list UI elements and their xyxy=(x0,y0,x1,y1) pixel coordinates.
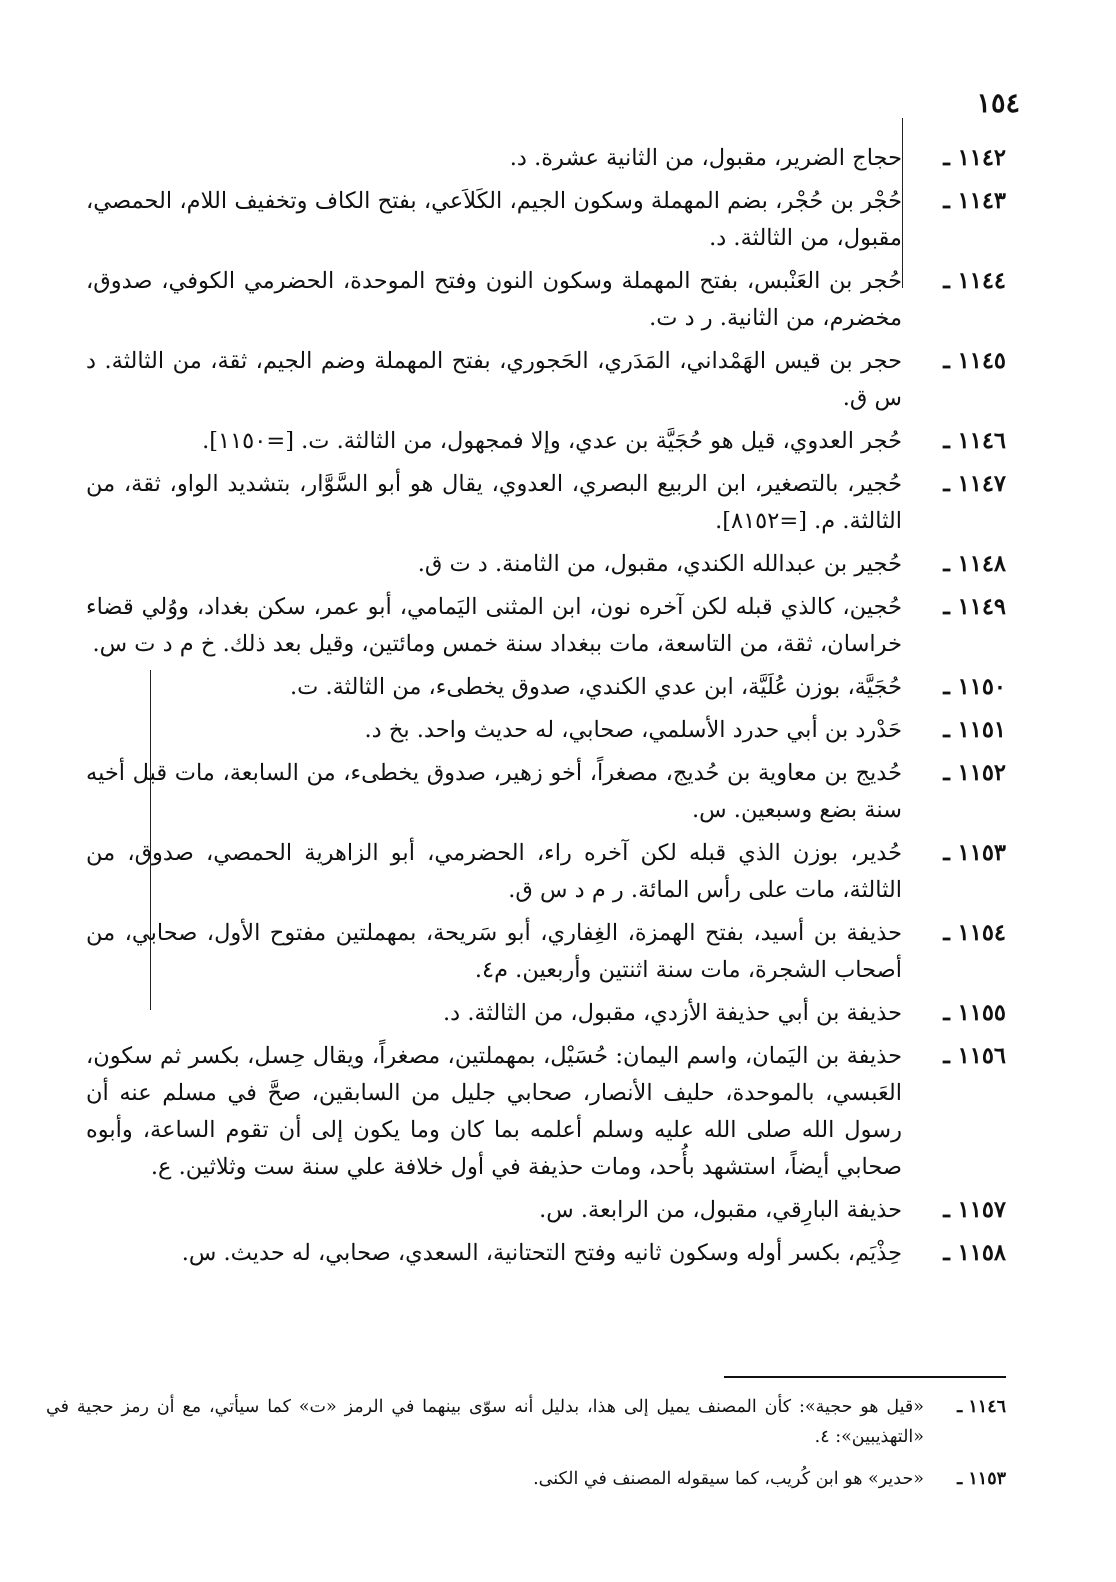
entry-text: حُجر بن العَنْبس، بفتح المهملة وسكون النون وفتح الموحدة، الحضرمي الكوفي، صدوق، مخضرم، من الثانية. ر د ت. xyxy=(86,268,902,331)
entry-number: ١١٥٢ ـ xyxy=(943,760,1006,786)
entry-1155 xyxy=(86,995,1006,1032)
entry-1150 xyxy=(86,669,1006,706)
footnote-text: «حدير» هو ابن كُريب، كما سيقوله المصنف في الكنى. xyxy=(533,1469,924,1489)
entry-number: ١١٤٥ ـ xyxy=(943,348,1006,374)
entry-text: حجاج الضرير، مقبول، من الثانية عشرة. د. xyxy=(509,145,902,171)
entry-number: ١١٥٣ ـ xyxy=(943,840,1006,866)
entry-number: ١١٤٦ ـ xyxy=(943,428,1006,454)
entry-1153 xyxy=(86,835,1006,909)
footnote-1153 xyxy=(46,1464,1006,1494)
entry-number: ١١٤٨ ـ xyxy=(943,551,1006,577)
entry-text: حذيفة بن أسيد، بفتح الهمزة، الغِفاري، أبو سَريحة، بمهملتين مفتوح الأول، صحابي، من أصحاب الشجرة، مات سنة اثنتين وأربعين. م٤. xyxy=(86,920,902,983)
entry-number: ١١٤٢ ـ xyxy=(943,145,1006,171)
entry-1147 xyxy=(86,466,1006,540)
entry-text: حُجير بن عبدالله الكندي، مقبول، من الثامنة. د ت ق. xyxy=(417,551,902,577)
entry-1142 xyxy=(86,140,1006,177)
entry-1146 xyxy=(86,423,1006,460)
entry-text: حُجين، كالذي قبله لكن آخره نون، ابن المثنى اليَمامي، أبو عمر، سكن بغداد، ووُلي قضاء خراسان، ثقة، من التاسعة، مات ببغداد سنة خمس ومائتين، وقيل بعد ذلك. خ م د ت س. xyxy=(86,594,902,657)
entry-text: حَدْرد بن أبي حدرد الأسلمي، صحابي، له حديث واحد. بخ د. xyxy=(364,717,902,743)
footnote-divider xyxy=(724,1376,1006,1378)
entry-number: ١١٥٠ ـ xyxy=(943,674,1006,700)
entry-number: ١١٥٧ ـ xyxy=(943,1197,1006,1223)
entry-number: ١١٥٨ ـ xyxy=(943,1240,1006,1266)
entry-1156 xyxy=(86,1038,1006,1186)
entry-text: حُجَيَّة، بوزن عُلَيَّة، ابن عدي الكندي، صدوق يخطىء، من الثالثة. ت. xyxy=(289,674,902,700)
footnote-1146 xyxy=(46,1392,1006,1452)
entry-1149 xyxy=(86,589,1006,663)
entry-1143 xyxy=(86,183,1006,257)
entry-1152 xyxy=(86,755,1006,829)
entry-1145 xyxy=(86,343,1006,417)
entry-text: حُجير، بالتصغير، ابن الربيع البصري، العدوي، يقال هو أبو السَّوَّار، بتشديد الواو، ثقة، من الثالثة. م. [=٨١٥٢]. xyxy=(86,471,902,534)
entry-1154 xyxy=(86,915,1006,989)
entry-text: حُدير، بوزن الذي قبله لكن آخره راء، الحضرمي، أبو الزاهرية الحمصي، صدوق، من الثالثة، مات على رأس المائة. ر م د س ق. xyxy=(86,840,902,903)
entry-text: حذيفة بن اليَمان، واسم اليمان: حُسَيْل، بمهملتين، مصغراً، ويقال حِسل، بكسر ثم سكون، العَبسي، بالموحدة، حليف الأنصار، صحابي جليل من السابقين، صحَّ في مسلم عنه أن رسول الله صلى الله عليه وسلم أعلمه بما كان وما يكون إلى أن تقوم الساعة، وأبوه صحابي أيضاً، استشهد بأُحد، ومات حذيفة في أول خلافة علي سنة ست وثلاثين. ع. xyxy=(86,1043,902,1180)
entry-number: ١١٤٩ ـ xyxy=(943,594,1006,620)
entry-number: ١١٥٥ ـ xyxy=(943,1000,1006,1026)
entry-text: حِذْيَم، بكسر أوله وسكون ثانيه وفتح التحتانية، السعدي، صحابي، له حديث. س. xyxy=(181,1240,902,1266)
entry-number: ١١٤٣ ـ xyxy=(943,188,1006,214)
entry-text: حجر بن قيس الهَمْداني، المَدَري، الحَجوري، بفتح المهملة وضم الجيم، ثقة، من الثالثة. د س ق. xyxy=(86,348,902,411)
entry-1157 xyxy=(86,1192,1006,1229)
biography-entries xyxy=(86,140,1006,1278)
footnotes xyxy=(46,1392,1006,1506)
entry-number: ١١٥١ ـ xyxy=(943,717,1006,743)
entry-1148 xyxy=(86,546,1006,583)
entry-number: ١١٤٤ ـ xyxy=(943,268,1006,294)
page-number: ١٥٤ xyxy=(976,88,1020,119)
entry-text: حُجر العدوي، قيل هو حُجَيَّة بن عدي، وإلا فمجهول، من الثالثة. ت. [=١١٥٠]. xyxy=(202,428,902,454)
footnote-number: ١١٤٦ ـ xyxy=(957,1397,1006,1417)
entry-1144 xyxy=(86,263,1006,337)
footnote-text: «قيل هو حجية»: كأن المصنف يميل إلى هذا، بدليل أنه سوّى بينهما في الرمز «ت» كما سيأتي، مع أن رمز حجية في «التهذيبين»: ٤. xyxy=(46,1397,924,1447)
entry-number: ١١٤٧ ـ xyxy=(943,471,1006,497)
entry-number: ١١٥٤ ـ xyxy=(943,920,1006,946)
entry-text: حُجْر بن حُجْر، بضم المهملة وسكون الجيم، الكَلاَعي، بفتح الكاف وتخفيف اللام، الحمصي، مقبول، من الثالثة. د. xyxy=(86,188,902,251)
entry-text: حُديج بن معاوية بن حُديج، مصغراً، أخو زهير، صدوق يخطىء، من السابعة، مات قبل أخيه سنة بضع وسبعين. س. xyxy=(86,760,902,823)
entry-1158 xyxy=(86,1235,1006,1272)
entry-text: حذيفة بن أبي حذيفة الأزدي، مقبول، من الثالثة. د. xyxy=(443,1000,902,1026)
entry-text: حذيفة البارِقي، مقبول، من الرابعة. س. xyxy=(539,1197,902,1223)
footnote-number: ١١٥٣ ـ xyxy=(957,1469,1006,1489)
entry-1151 xyxy=(86,712,1006,749)
entry-number: ١١٥٦ ـ xyxy=(943,1043,1006,1069)
